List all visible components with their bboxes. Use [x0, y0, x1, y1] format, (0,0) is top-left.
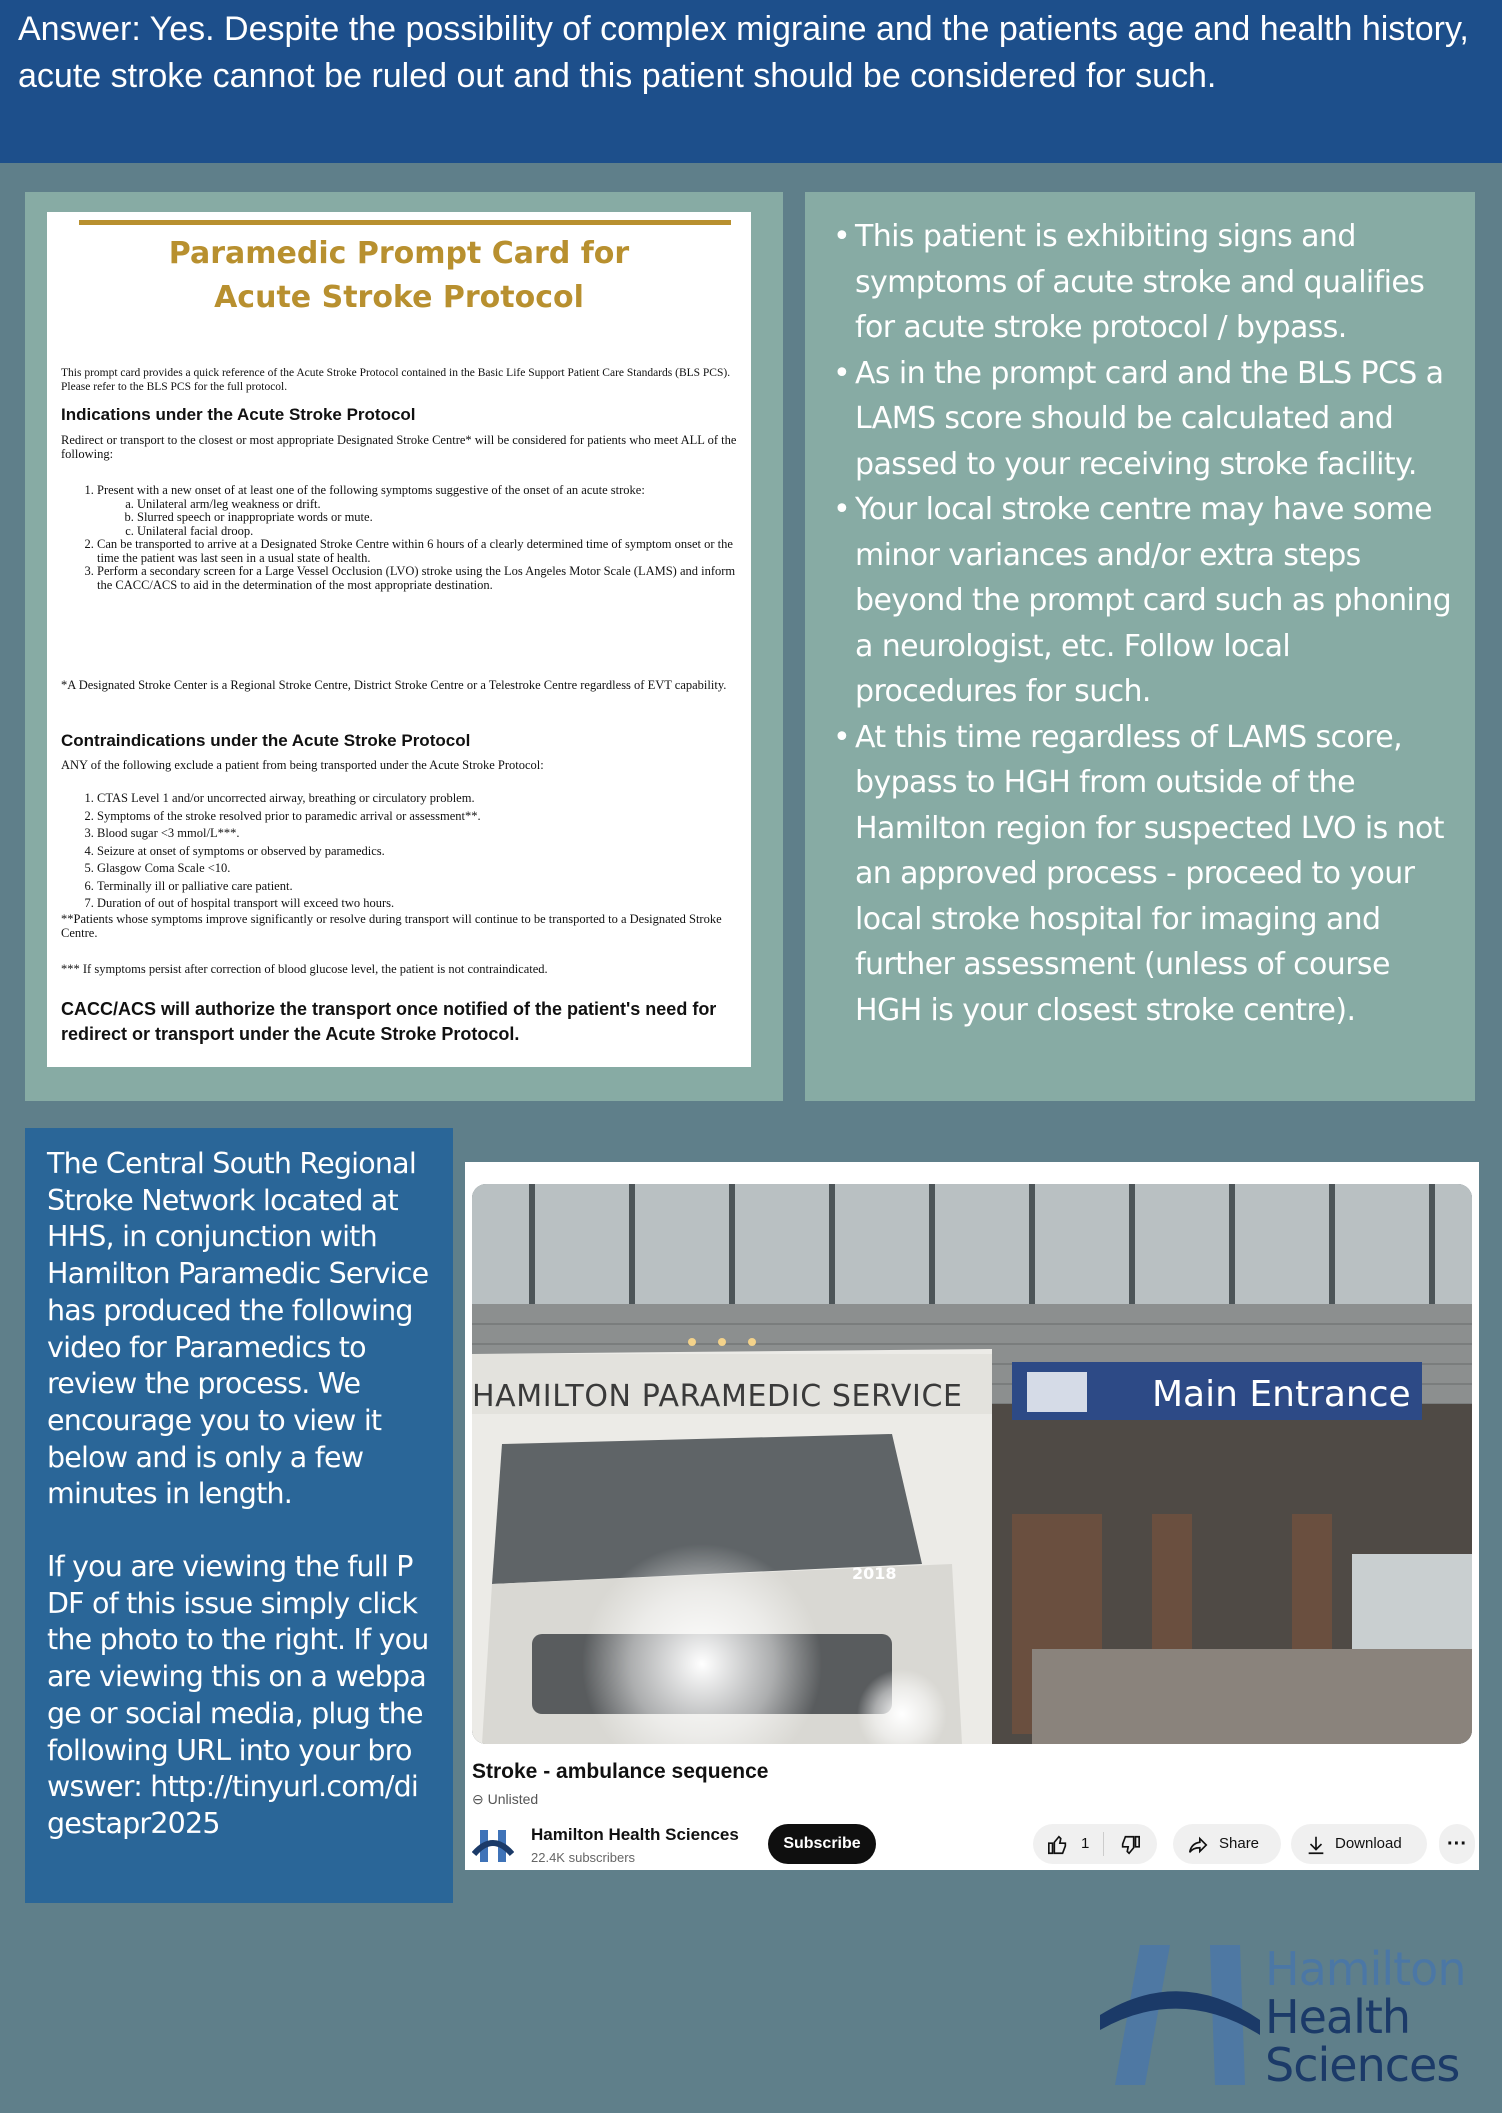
share-icon [1187, 1834, 1209, 1856]
video-title[interactable]: Stroke - ambulance sequence [472, 1760, 769, 1783]
card-intro: This prompt card provides a quick reference of the Acute Stroke Protocol contained in the Basic Life Support Patient Care Standards (BLS PCS). Please refer to the BLS PCS for the full protocol. [61, 367, 731, 393]
subscribe-button[interactable]: Subscribe [768, 1824, 876, 1864]
visibility-badge: ⊖ Unlisted [472, 1791, 539, 1807]
thumbs-up-icon[interactable] [1047, 1834, 1069, 1856]
contraindication-item: 6. Terminally ill or palliative care patient. [97, 878, 747, 896]
card-title [47, 232, 751, 320]
indication-item: 2. Can be transported to arrive at a Designated Stroke Centre within 6 hours of a clearly determined time of symptom onset or the time the patient was last seen in a usual state of health. [97, 538, 747, 565]
indication-item: 1. Present with a new onset of at least one of the following symptoms suggestive of the onset of an acute stroke: a. Unilateral arm/leg weakness or drift. b. Slurred speech or inappropriate words or mute. c. Unilateral facial droop. [97, 484, 747, 538]
answer-banner [0, 0, 1502, 163]
guidance-item: • Your local stroke centre may have some minor variances and/or extra steps beyond the prompt card such as phoning a neurologist, etc. Follow local procedures for such. [855, 487, 1455, 715]
contraindications-list [61, 790, 747, 913]
guidance-item: • This patient is exhibiting signs and symptoms of acute stroke and qualifies for acute stroke protocol / bypass. [855, 214, 1455, 351]
download-icon [1305, 1834, 1327, 1856]
channel-avatar[interactable] [472, 1824, 514, 1866]
channel-name[interactable]: Hamilton Health Sciences [531, 1825, 739, 1844]
guidance-list [805, 192, 1475, 1033]
video-info-panel [25, 1128, 453, 1903]
answer-text: Answer: Yes. Despite the possibility of complex migraine and the patients age and health history, acute stroke cannot be ruled out and this patient should be considered for such. [18, 10, 1469, 95]
symptom-item: c. Unilateral facial droop. [137, 525, 747, 539]
indications-heading: Indications under the Acute Stroke Protocol [61, 405, 416, 424]
indications-list [61, 484, 747, 592]
contraindication-item: 7. Duration of out of hospital transport will exceed two hours. [97, 895, 747, 913]
main-entrance-sign: Main Entrance [1152, 1374, 1411, 1415]
video-intro-text: The Central South Regional Stroke Network located at HHS, in conjunction with Hamilton Paramedic Service has produced the following video for Paramedics to review the process. We encourage you to view it below and is only a few minutes in length. [47, 1147, 429, 1511]
card-title-line1: Paramedic Prompt Card for [168, 236, 630, 271]
prompt-card-panel [25, 192, 783, 1101]
hhs-logo-text [1265, 1942, 1466, 2092]
video-embed [465, 1162, 1479, 1870]
more-icon[interactable]: ··· [1439, 1824, 1475, 1864]
ambulance-side-text: HAMILTON PARAMEDIC SERVICE [472, 1379, 962, 1414]
logo-line1: Hamilton [1265, 1942, 1466, 1996]
guidance-panel [805, 192, 1475, 1101]
symptom-item: a. Unilateral arm/leg weakness or drift. [137, 498, 747, 512]
share-button[interactable]: Share [1173, 1824, 1281, 1864]
symptoms-resolve-note: **Patients whose symptoms improve significantly or resolve during transport will continue to be transported to a Designated Stroke Centre. [61, 912, 722, 940]
contraindication-item: 4. Seizure at onset of symptoms or observed by paramedics. [97, 843, 747, 861]
thumbs-down-icon[interactable] [1119, 1834, 1141, 1856]
indication-item: 3. Perform a secondary screen for a Large Vessel Occlusion (LVO) stroke using the Los Angeles Motor Scale (LAMS) and inform the CACC/ACS to aid in the determination of the most appropriate destination. [97, 565, 747, 592]
prompt-card [47, 212, 751, 1067]
card-title-line2: Acute Stroke Protocol [214, 280, 584, 315]
video-thumbnail[interactable] [472, 1184, 1472, 1744]
contraindications-heading: Contraindications under the Acute Stroke Protocol [61, 731, 471, 750]
ambulance-scene-image [472, 1184, 1472, 1744]
guidance-item: • At this time regardless of LAMS score, bypass to HGH from outside of the Hamilton region for suspected LVO is not an approved process - proceed to your local stroke hospital for imaging and further assessment (unless of course HGH is your closest stroke centre). [855, 715, 1455, 1034]
hhs-logo [1100, 1942, 1480, 2092]
card-title-rule [79, 220, 731, 225]
like-divider [1103, 1832, 1104, 1856]
contraindication-item: 1. CTAS Level 1 and/or uncorrected airway, breathing or circulatory problem. [97, 790, 747, 808]
contraindications-intro: ANY of the following exclude a patient from being transported under the Acute Stroke Protocol: [61, 758, 544, 772]
authorization-note: CACC/ACS will authorize the transport once notified of the patient's need for redirect or transport under the Acute Stroke Protocol. [61, 999, 717, 1044]
glucose-note: *** If symptoms persist after correction of blood glucose level, the patient is not contraindicated. [61, 962, 548, 976]
symptom-item: b. Slurred speech or inappropriate words or mute. [137, 511, 747, 525]
subscriber-count: 22.4K subscribers [531, 1850, 636, 1865]
symptom-list [97, 498, 747, 539]
contraindication-item: 2. Symptoms of the stroke resolved prior to paramedic arrival or assessment**. [97, 808, 747, 826]
indications-intro: Redirect or transport to the closest or most appropriate Designated Stroke Centre* will be considered for patients who meet ALL of the following: [61, 433, 737, 461]
contraindication-item: 5. Glasgow Coma Scale <10. [97, 860, 747, 878]
contraindication-item: 3. Blood sugar <3 mmol/L***. [97, 825, 747, 843]
designated-note: *A Designated Stroke Center is a Regional Stroke Centre, District Stroke Centre or a Telestroke Centre regardless of EVT capability. [61, 678, 727, 692]
video-url-text: If you are viewing the full PDF of this issue simply click the photo to the right. If you are viewing this on a webpage or social media, plug the following URL into your browswer: http://tinyurl.com/digestapr2025 [47, 1550, 429, 1840]
ambulance-unit-number: 2018 [852, 1564, 897, 1583]
logo-line3: Sciences [1265, 2038, 1460, 2092]
guidance-item: • As in the prompt card and the BLS PCS a LAMS score should be calculated and passed to your receiving stroke facility. [855, 351, 1455, 488]
logo-line2: Health [1265, 1990, 1411, 2044]
link-icon: ⊖ [472, 1791, 488, 1807]
download-button[interactable]: Download [1291, 1824, 1427, 1864]
like-count: 1 [1081, 1835, 1090, 1852]
hhs-logo-mark [1100, 1945, 1280, 2085]
like-dislike-group [1033, 1824, 1157, 1864]
